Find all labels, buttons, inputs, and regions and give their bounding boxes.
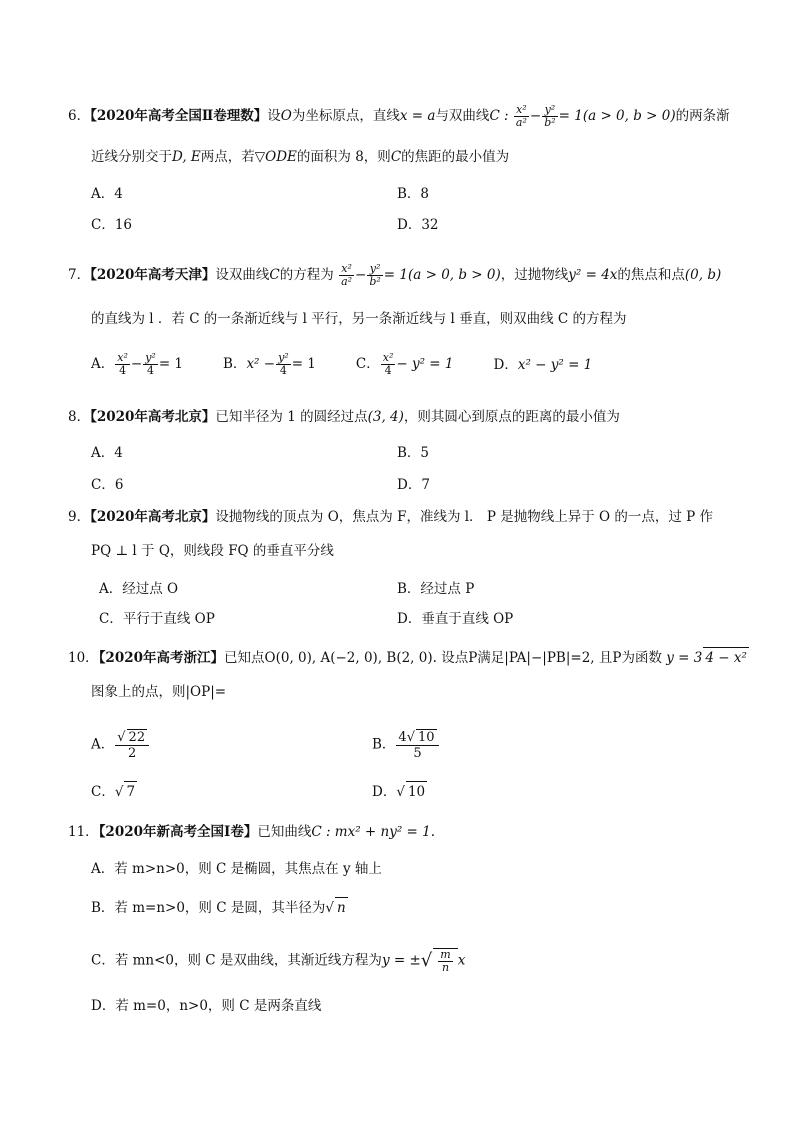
text: 的焦点和点 — [617, 267, 685, 283]
question-10-line2: 图象上的点，则|OP|= — [91, 684, 227, 700]
source-tag: 【2020年高考北京】 — [90, 409, 216, 425]
math: 4 — [398, 730, 407, 745]
option-d: D．√ 10 — [372, 781, 427, 802]
math: m — [440, 948, 451, 961]
question-number: 6． — [68, 108, 91, 124]
radicand: 22 — [128, 730, 146, 745]
text: ，过抛物线 — [500, 267, 569, 283]
question-number: 9． — [68, 509, 91, 525]
fraction-y2-b2: $\frac{\text{y²}}{\text{b²}}$ — [544, 103, 556, 129]
question-6-line2 — [91, 147, 509, 167]
option-d: D．7 — [397, 477, 430, 493]
source-tag: 【2020年高考全国Ⅱ卷理数】 — [90, 108, 268, 124]
question-10-stem — [68, 647, 749, 668]
math: D, E — [172, 149, 201, 165]
math: = 1(a > 0, b > 0) — [383, 267, 501, 283]
text: 已知半径为 1 的圆经过点 — [215, 409, 368, 425]
label: A． — [91, 736, 115, 753]
text: 的面积为 8，则 — [296, 149, 391, 165]
question-number: 8． — [68, 409, 91, 425]
fraction-x2-a2: $\frac{\text{x²}}{\text{a²}}$ — [341, 262, 353, 288]
option-b: B．经过点 P — [397, 581, 475, 597]
text: 已知曲线 — [257, 824, 312, 840]
option-c: C．若 mn<0，则 C 是双曲线，其渐近线方程为y = ±√ m n x — [91, 948, 466, 974]
text: 与双曲线 — [435, 108, 490, 124]
math: C : mx² + ny² = 1. — [311, 824, 436, 840]
label: D． — [493, 356, 518, 373]
fraction-y2-b2: $\frac{\text{y²}}{\text{b²}}$ — [369, 262, 381, 288]
math: x² − — [246, 356, 276, 372]
math: 5 — [413, 746, 422, 761]
question-6-stem: 6．【2020年高考全国Ⅱ卷理数】设O为坐标原点，直线x = a与双曲线C : $\frac{\text{x²}}{\text{a²}}$ − $\frac{\text{y²}}{\text{b²}}$ = 1(a > 0, b > 0)的两条渐 — [68, 103, 730, 129]
label: C．若 mn<0，则 C 是双曲线，其渐近线方程为 — [91, 952, 382, 969]
label: B．若 m=n>0，则 C 是圆，其半径为 — [91, 900, 326, 916]
math: x — [457, 952, 466, 969]
option-d: D．垂直于直线 OP — [397, 611, 514, 627]
option-b: B．5 — [397, 445, 430, 461]
question-7-line2: 的直线为 l ．若 C 的一条渐近线与 l 平行，另一条渐近线与 l 垂直，则双曲线 C 的方程为 — [91, 311, 627, 327]
option-b: B．若 m=n>0，则 C 是圆，其半径为√ n — [91, 897, 348, 918]
math: (0, b) — [684, 267, 722, 283]
text: 两点，若 — [200, 149, 255, 165]
source-tag: 【2020年高考天津】 — [90, 267, 216, 283]
source-tag: 【2020年高考北京】 — [90, 509, 216, 525]
option-a: A．4 — [91, 186, 123, 202]
math: = 1 — [291, 356, 316, 372]
option-d — [494, 355, 593, 375]
question-7-stem: 7．【2020年高考天津】设双曲线C的方程为 $\frac{\text{x²}}{\text{a²}}$ − $\frac{\text{y²}}{\text{b²}}$ = 1(a > 0, b > 0)，过抛物线y² = 4x的焦点和点(0, b) — [68, 262, 722, 288]
radicand: 7 — [124, 781, 137, 802]
math: n — [441, 961, 450, 974]
text: 设 — [267, 108, 281, 124]
math: C — [269, 267, 280, 283]
math: 2 — [128, 746, 137, 761]
question-number: 10． — [68, 650, 99, 666]
label: C． — [355, 356, 380, 372]
option-c: C．平行于直线 OP — [99, 611, 215, 627]
question-7-options — [91, 352, 651, 377]
label: C． — [91, 784, 115, 800]
source-tag: 【2020年高考浙江】 — [98, 650, 225, 666]
math: − y² = 1 — [396, 356, 454, 372]
math: C — [390, 149, 402, 165]
math: = 1(a > 0, b > 0) — [558, 108, 676, 124]
radicand: n — [335, 897, 348, 918]
radicand: 10 — [418, 730, 435, 745]
text: ，则其圆心到原点的距离的最小值为 — [403, 409, 620, 425]
option-c: C． $\frac{\text{x²}}{4}$ − y² = 1 — [355, 351, 454, 377]
text: 设双曲线 — [215, 267, 270, 283]
text: 已知点O(0, 0), A(−2, 0), B(2, 0). 设点P满足|PA|−|PB|=2, 且P为函数 — [224, 650, 662, 666]
math: C : — [489, 108, 509, 124]
fraction-x2-a2: $\frac{\text{x²}}{\text{a²}}$ — [515, 103, 527, 129]
question-9-stem — [68, 507, 713, 527]
text: 的两条渐 — [675, 108, 730, 124]
math: O — [280, 108, 292, 124]
math: x² − y² = 1 — [517, 356, 593, 373]
option-a: A． $\frac{\text{x²}}{4}$ − $\frac{\text{y²}}{4}$ = 1 — [91, 351, 184, 377]
sqrt-radicand: 4 − x² — [703, 647, 749, 668]
option-d: D．32 — [397, 217, 439, 233]
math: ▽ODE — [254, 149, 297, 165]
question-8-stem — [68, 407, 620, 427]
option-a: A． $\frac{√ 22}{2}$ — [91, 729, 150, 761]
source-tag: 【2020年新高考全国Ⅰ卷】 — [98, 824, 258, 840]
label: D． — [372, 784, 397, 800]
text: 近线分别交于 — [91, 149, 172, 165]
math: y = ± — [381, 952, 421, 969]
option-a: A．经过点 O — [99, 581, 179, 597]
question-number: 11． — [68, 824, 99, 840]
math: y² = 4x — [568, 267, 618, 283]
option-c: C．6 — [91, 477, 124, 493]
math: = 1 — [158, 356, 184, 372]
radicand: 10 — [406, 781, 427, 802]
label: A． — [91, 356, 115, 372]
text: 为坐标原点，直线 — [291, 108, 400, 124]
question-11-stem — [68, 822, 435, 842]
label: B． — [372, 736, 396, 753]
question-9-line2: PQ ⊥ l 于 Q，则线段 FQ 的垂直平分线 — [91, 543, 334, 559]
question-number: 7． — [68, 267, 91, 283]
label: B． — [223, 356, 247, 372]
option-b: B．8 — [397, 186, 430, 202]
math: y = 3 — [666, 650, 703, 666]
option-b: B． $\frac{4√ 10}{5}$ — [372, 729, 440, 761]
option-d: D．若 m=0，n>0，则 C 是两条直线 — [91, 998, 322, 1014]
text: 的焦距的最小值为 — [401, 149, 510, 165]
option-b: B．x² − $\frac{\text{y²}}{4}$ = 1 — [223, 351, 316, 377]
option-a: A．4 — [91, 445, 123, 461]
text: 设抛物线的顶点为 O，焦点为 F，准线为 l． P 是抛物线上异于 O 的一点，过 P 作 — [215, 509, 714, 525]
text: 的方程为 — [279, 267, 334, 283]
option-a: A．若 m>n>0，则 C 是椭圆，其焦点在 y 轴上 — [91, 861, 382, 877]
option-c: C．16 — [91, 217, 133, 233]
math: x = a — [399, 108, 436, 124]
option-c: C．√ 7 — [91, 781, 137, 802]
math: (3, 4) — [367, 409, 404, 425]
